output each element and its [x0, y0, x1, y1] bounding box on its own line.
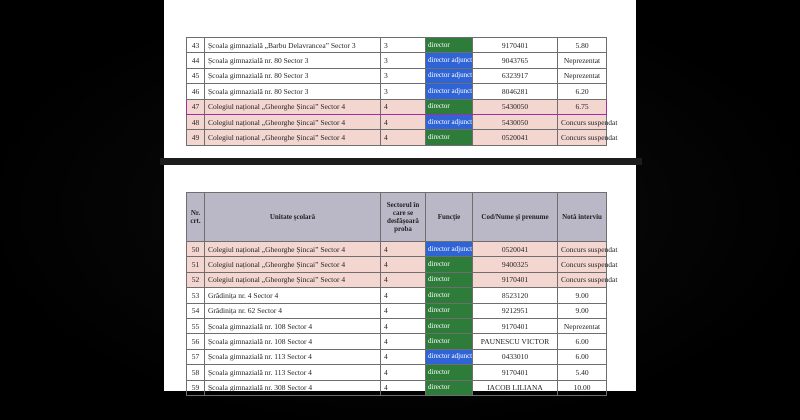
row-number: 53 [187, 288, 205, 303]
function: director adjunct [426, 242, 473, 257]
school-name: Școala gimnazială nr. 80 Sector 3 [205, 68, 381, 83]
interview-score: 5.40 [558, 365, 607, 380]
candidate-code: 8523120 [473, 288, 558, 303]
sector: 3 [381, 38, 426, 53]
table-header-row [187, 193, 607, 242]
function: director [426, 38, 473, 53]
table-row [187, 114, 607, 129]
school-name: Colegiul național „Gheorghe Șincai” Sector 4 [205, 272, 381, 287]
table-row [187, 334, 607, 349]
table-row [187, 130, 607, 145]
header-functie: Funcție [426, 193, 473, 242]
function: director adjunct [426, 68, 473, 83]
row-number: 44 [187, 53, 205, 68]
table-row [187, 303, 607, 318]
school-name: Școala gimnazială nr. 80 Sector 3 [205, 84, 381, 99]
interview-score: 6.20 [558, 84, 607, 99]
header-sector: Sectorul în care se desfășoară proba [381, 193, 426, 242]
table-row [187, 272, 607, 287]
interview-score: Neprezentat [558, 53, 607, 68]
function: director [426, 288, 473, 303]
candidate-code: 9212951 [473, 303, 558, 318]
function: director adjunct [426, 84, 473, 99]
row-number: 43 [187, 38, 205, 53]
school-name: Școala gimnazială nr. 108 Sector 4 [205, 334, 381, 349]
school-name: Școala gimnazială nr. 113 Sector 4 [205, 365, 381, 380]
row-number: 55 [187, 318, 205, 333]
candidate-code: 9170401 [473, 365, 558, 380]
candidate-code: 9170401 [473, 318, 558, 333]
header-unitate: Unitate școlară [205, 193, 381, 242]
candidate-code: 0520041 [473, 130, 558, 145]
sector: 3 [381, 68, 426, 83]
interview-score: 5.80 [558, 38, 607, 53]
school-name: Școala gimnazială nr. 308 Sector 4 [205, 380, 381, 395]
row-number: 59 [187, 380, 205, 395]
table-row [187, 84, 607, 99]
row-number: 52 [187, 272, 205, 287]
school-name: Colegiul național „Gheorghe Șincai” Sector 4 [205, 114, 381, 129]
sector: 4 [381, 334, 426, 349]
table-row [187, 318, 607, 333]
school-name: Colegiul național „Gheorghe Șincai” Sector 4 [205, 99, 381, 114]
table-row [187, 380, 607, 395]
interview-score: Neprezentat [558, 318, 607, 333]
interview-score: Concurs suspendat [558, 114, 607, 129]
document-page-bottom [164, 165, 636, 391]
row-number: 47 [187, 99, 205, 114]
interview-score: Concurs suspendat [558, 272, 607, 287]
sector: 4 [381, 99, 426, 114]
candidate-code: 0433010 [473, 349, 558, 364]
school-name: Școala gimnazială „Barbu Delavrancea” Sector 3 [205, 38, 381, 53]
results-table-bottom [186, 192, 618, 396]
sector: 4 [381, 349, 426, 364]
row-number: 58 [187, 365, 205, 380]
school-name: Grădinița nr. 62 Sector 4 [205, 303, 381, 318]
header-nota: Notă interviu [558, 193, 607, 242]
row-number: 45 [187, 68, 205, 83]
sector: 4 [381, 288, 426, 303]
table-row [187, 288, 607, 303]
candidate-code: 9170401 [473, 38, 558, 53]
school-name: Școala gimnazială nr. 113 Sector 4 [205, 349, 381, 364]
function: director [426, 380, 473, 395]
sector: 4 [381, 380, 426, 395]
interview-score: 9.00 [558, 303, 607, 318]
row-number: 51 [187, 257, 205, 272]
candidate-code: 0520041 [473, 242, 558, 257]
table-row [187, 38, 607, 53]
candidate-code: 9170401 [473, 272, 558, 287]
candidate-code: 5430050 [473, 114, 558, 129]
candidate-code: IACOB LILIANA [473, 380, 558, 395]
table-row [187, 242, 607, 257]
school-name: Colegiul național „Gheorghe Șincai” Sector 4 [205, 257, 381, 272]
function: director [426, 365, 473, 380]
page-divider [160, 158, 642, 165]
document-page-top [164, 0, 636, 160]
sector: 4 [381, 257, 426, 272]
table-row [187, 257, 607, 272]
sector: 4 [381, 303, 426, 318]
function: director [426, 99, 473, 114]
table-row [187, 349, 607, 364]
function: director [426, 272, 473, 287]
sector: 4 [381, 130, 426, 145]
sector: 3 [381, 53, 426, 68]
sector: 3 [381, 84, 426, 99]
function: director adjunct [426, 53, 473, 68]
sector: 4 [381, 242, 426, 257]
function: director adjunct [426, 349, 473, 364]
school-name: Colegiul național „Gheorghe Șincai” Sector 4 [205, 130, 381, 145]
school-name: Grădinița nr. 4 Sector 4 [205, 288, 381, 303]
interview-score: Concurs suspendat [558, 130, 607, 145]
school-name: Școala gimnazială nr. 80 Sector 3 [205, 53, 381, 68]
sector: 4 [381, 365, 426, 380]
row-number: 57 [187, 349, 205, 364]
interview-score: Neprezentat [558, 68, 607, 83]
interview-score: Concurs suspendat [558, 257, 607, 272]
table-row [187, 53, 607, 68]
school-name: Colegiul național „Gheorghe Șincai” Sector 4 [205, 242, 381, 257]
interview-score: Concurs suspendat [558, 242, 607, 257]
results-table-top [186, 37, 618, 146]
header-cod: Cod/Nume și prenume [473, 193, 558, 242]
row-number: 48 [187, 114, 205, 129]
interview-score: 6.00 [558, 349, 607, 364]
interview-score: 6.75 [558, 99, 607, 114]
interview-score: 6.00 [558, 334, 607, 349]
row-number: 54 [187, 303, 205, 318]
sector: 4 [381, 272, 426, 287]
header-nr: Nr. crt. [187, 193, 205, 242]
function: director [426, 257, 473, 272]
interview-score: 10.00 [558, 380, 607, 395]
function: director [426, 130, 473, 145]
candidate-code: PAUNESCU VICTOR [473, 334, 558, 349]
candidate-code: 9043765 [473, 53, 558, 68]
row-number: 56 [187, 334, 205, 349]
candidate-code: 6323917 [473, 68, 558, 83]
table-row [187, 365, 607, 380]
sector: 4 [381, 114, 426, 129]
function: director [426, 334, 473, 349]
row-number: 49 [187, 130, 205, 145]
candidate-code: 5430050 [473, 99, 558, 114]
row-number: 50 [187, 242, 205, 257]
function: director adjunct [426, 114, 473, 129]
candidate-code: 9400325 [473, 257, 558, 272]
function: director [426, 318, 473, 333]
table-row [187, 68, 607, 83]
interview-score: 9.00 [558, 288, 607, 303]
table-row [187, 99, 607, 114]
school-name: Școala gimnazială nr. 108 Sector 4 [205, 318, 381, 333]
function: director [426, 303, 473, 318]
row-number: 46 [187, 84, 205, 99]
sector: 4 [381, 318, 426, 333]
candidate-code: 8046281 [473, 84, 558, 99]
